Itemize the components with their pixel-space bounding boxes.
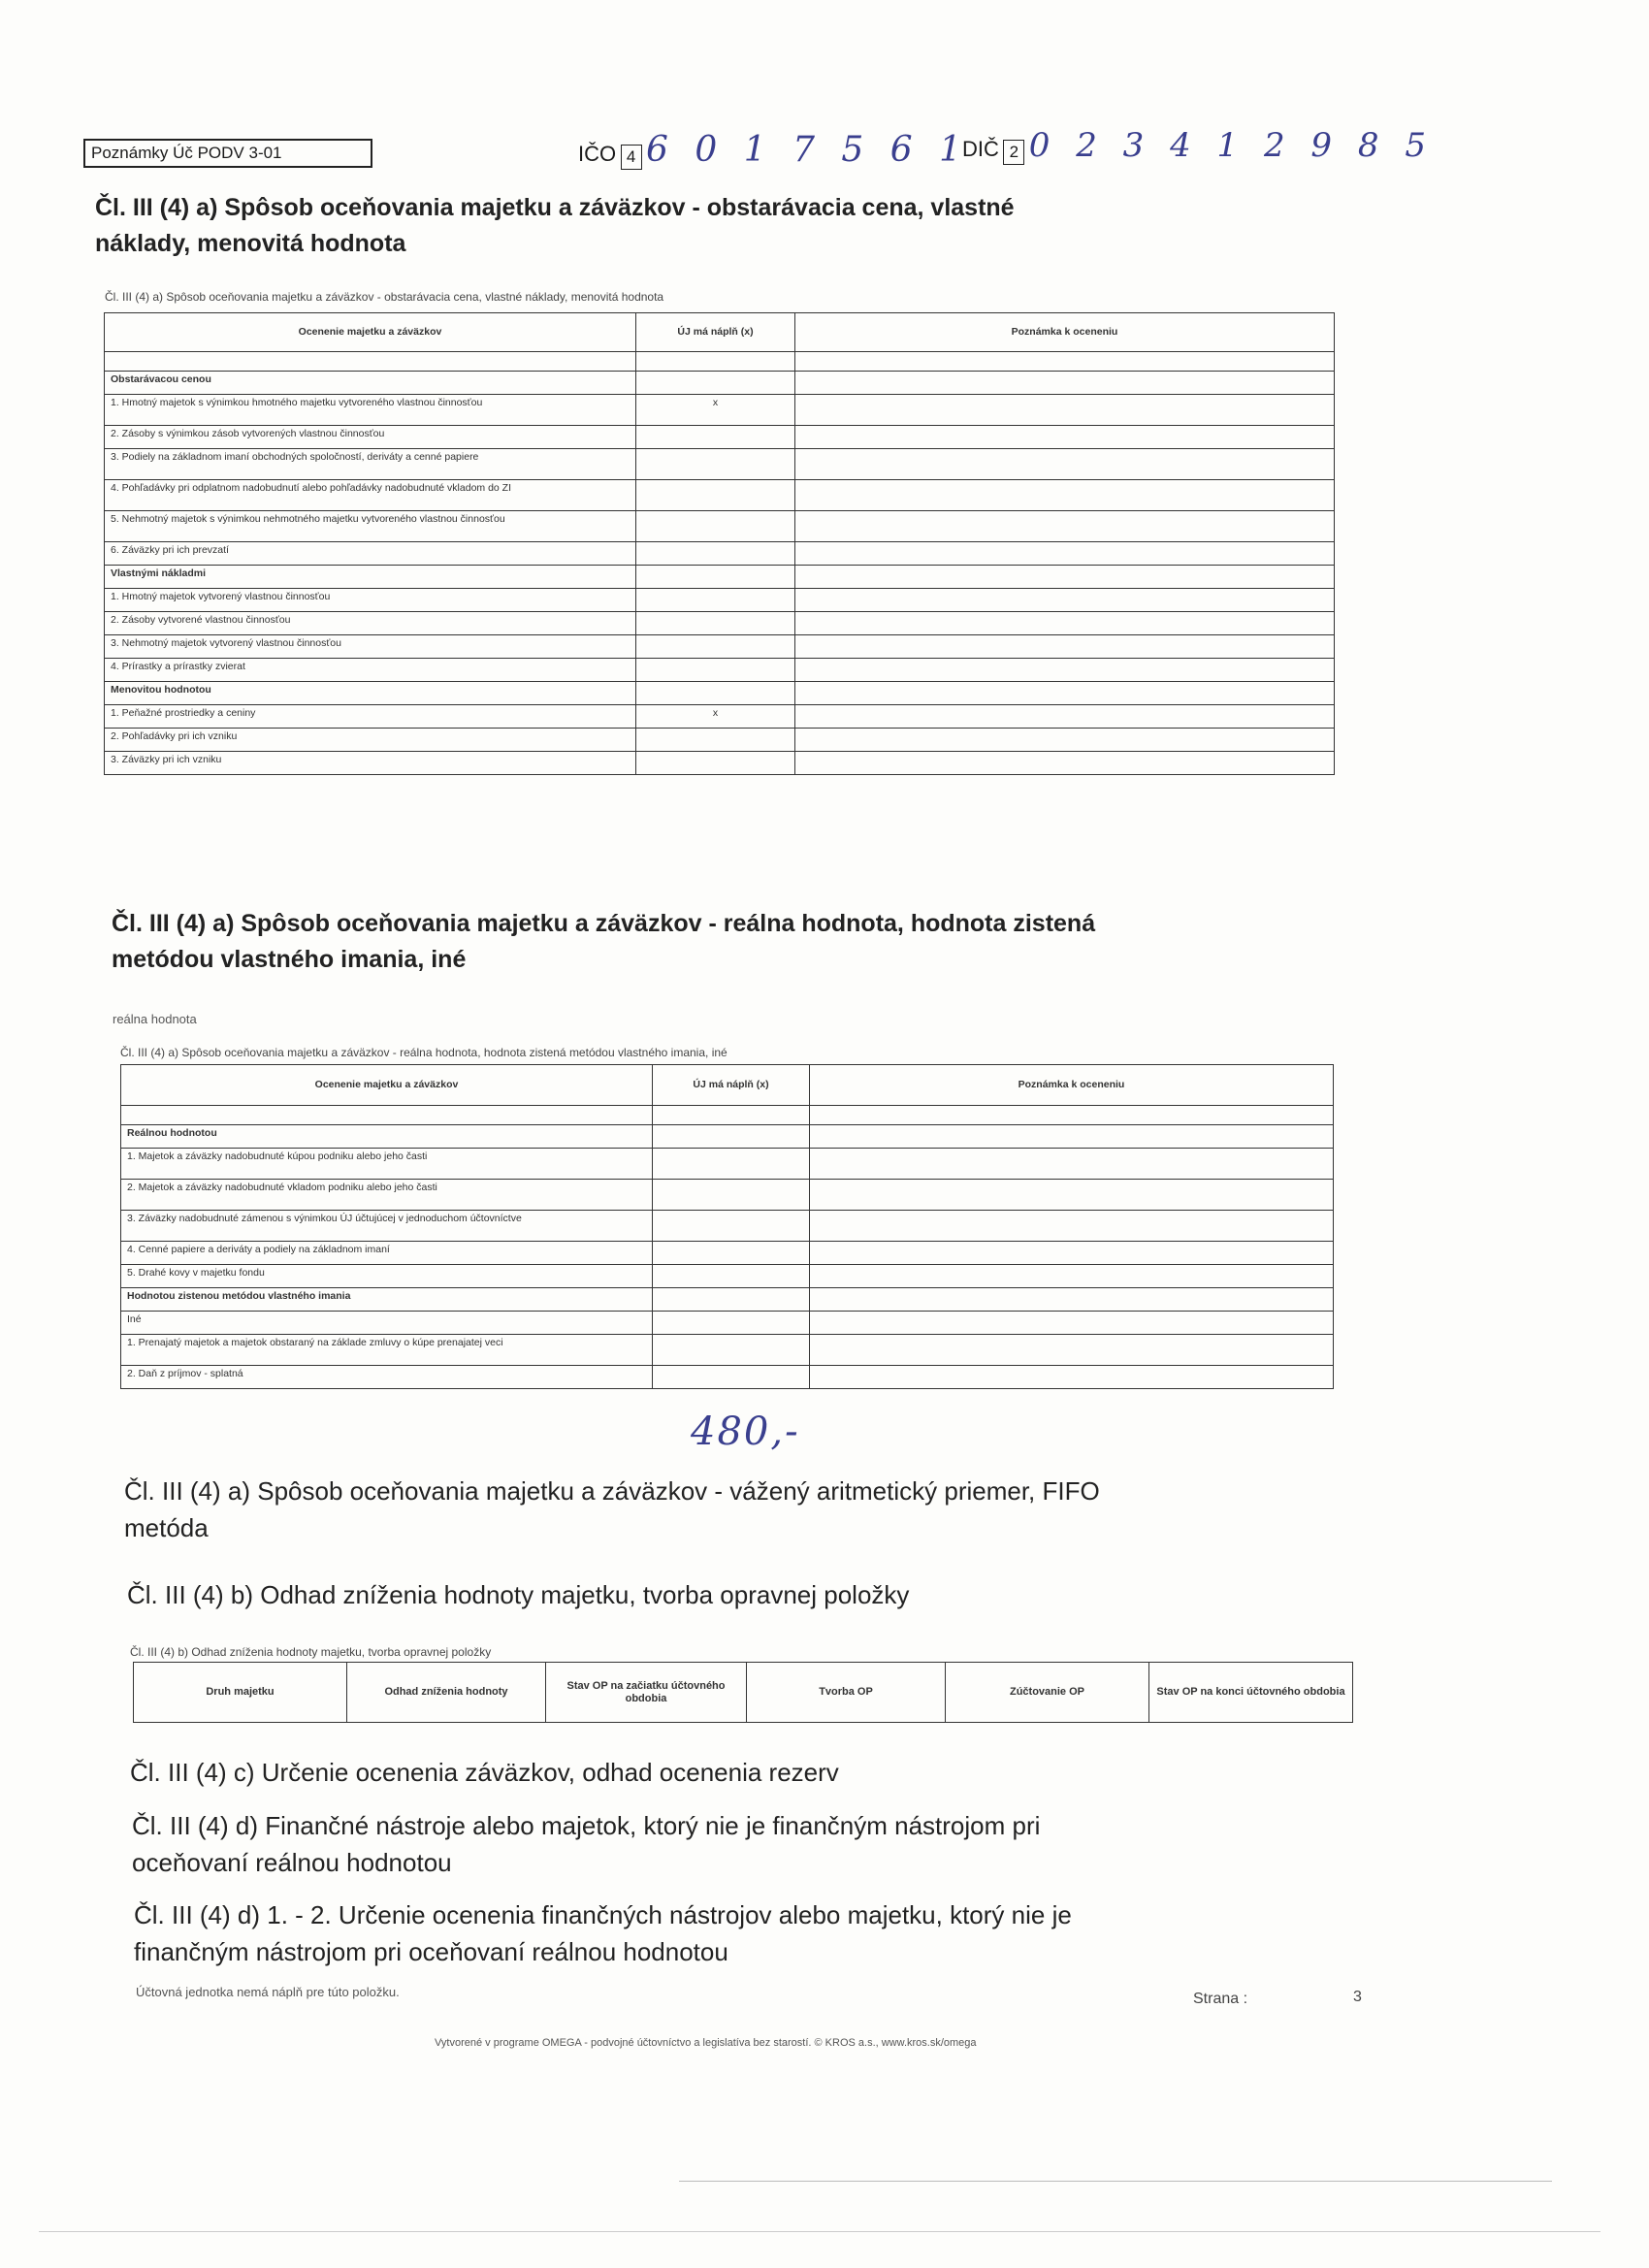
row-label: 3. Záväzky nadobudnuté zámenou s výnimkou ÚJ účtujúcej v jednoduchom účtovníctve xyxy=(121,1211,653,1242)
row-label: 2. Daň z príjmov - splatná xyxy=(121,1366,653,1389)
impairment-col-header: Stav OP na začiatku účtovného obdobia xyxy=(546,1663,747,1723)
impairment-col-header: Druh majetku xyxy=(134,1663,347,1723)
table-row xyxy=(105,659,1335,682)
section4-heading: Čl. III (4) b) Odhad zníženia hodnoty majetku, tvorba opravnej položky xyxy=(127,1580,910,1609)
row-applicable-mark xyxy=(636,589,795,612)
row-applicable-mark xyxy=(636,682,795,705)
row-note-cell xyxy=(810,1335,1334,1366)
row-note-cell xyxy=(795,449,1335,480)
row-label: Obstarávacou cenou xyxy=(105,372,636,395)
row-label: Menovitou hodnotou xyxy=(105,682,636,705)
row-label: 3. Podiely na základnom imaní obchodných spoločností, deriváty a cenné papiere xyxy=(105,449,636,480)
section6-title-line2: oceňovaní reálnou hodnotou xyxy=(132,1848,452,1877)
impairment-col-header: Zúčtovanie OP xyxy=(946,1663,1149,1723)
form-id-box: Poznámky Úč PODV 3-01 xyxy=(83,139,372,168)
row-applicable-mark xyxy=(636,449,795,480)
table-row xyxy=(105,449,1335,480)
col-applicable-header: ÚJ má náplň (x) xyxy=(653,1065,810,1106)
section2-title-line2: metódou vlastného imania, iné xyxy=(112,946,467,973)
row-label: 3. Nehmotný majetok vytvorený vlastnou činnosťou xyxy=(105,635,636,659)
section7-title-line2: finančným nástrojom pri oceňovaní reálnou hodnotou xyxy=(134,1937,728,1966)
row-label: Iné xyxy=(121,1312,653,1335)
section3-title-line2: metóda xyxy=(124,1513,209,1542)
section6-title-line1: Čl. III (4) d) Finančné nástroje alebo majetok, ktorý nie je finančným nástrojom pri xyxy=(132,1811,1041,1840)
row-note-cell xyxy=(795,682,1335,705)
table-row xyxy=(105,589,1335,612)
section7-heading xyxy=(134,1896,1395,1970)
valuation-fair-table xyxy=(120,1064,1334,1389)
table-row xyxy=(121,1149,1334,1180)
row-note-cell xyxy=(795,589,1335,612)
row-applicable-mark xyxy=(636,542,795,566)
col-valuation-header: Ocenenie majetku a záväzkov xyxy=(105,313,636,352)
table-row xyxy=(121,1211,1334,1242)
row-label: 1. Hmotný majetok vytvorený vlastnou činnosťou xyxy=(105,589,636,612)
row-label: 4. Pohľadávky pri odplatnom nadobudnutí alebo pohľadávky nadobudnuté vkladom do ZI xyxy=(105,480,636,511)
row-note-cell xyxy=(795,542,1335,566)
table-row xyxy=(121,1335,1334,1366)
table-row xyxy=(105,635,1335,659)
row-applicable-mark xyxy=(636,752,795,775)
section5-heading: Čl. III (4) c) Určenie ocenenia záväzkov, odhad ocenenia rezerv xyxy=(130,1758,839,1787)
section7-title-line1: Čl. III (4) d) 1. - 2. Určenie ocenenia finančných nástrojov alebo majetku, ktorý nie je xyxy=(134,1900,1072,1929)
section2-subnote: reálna hodnota xyxy=(113,1012,197,1026)
section6-heading xyxy=(132,1807,1393,1881)
row-label: 5. Nehmotný majetok s výnimkou nehmotného majetku vytvoreného vlastnou činnosťou xyxy=(105,511,636,542)
row-note-cell xyxy=(810,1149,1334,1180)
ico-field xyxy=(578,130,969,170)
row-note-cell xyxy=(810,1265,1334,1288)
row-label: 6. Záväzky pri ich prevzatí xyxy=(105,542,636,566)
section3-heading xyxy=(124,1473,1385,1546)
table-group-row xyxy=(105,566,1335,589)
row-applicable-mark xyxy=(653,1312,810,1335)
row-note-cell xyxy=(795,752,1335,775)
table-row xyxy=(121,1265,1334,1288)
row-applicable-mark xyxy=(653,1366,810,1389)
dic-field xyxy=(962,126,1434,165)
handwritten-tax-amount: 480,- xyxy=(691,1409,800,1454)
row-label: 5. Drahé kovy v majetku fondu xyxy=(121,1265,653,1288)
col-valuation-header: Ocenenie majetku a záväzkov xyxy=(121,1065,653,1106)
impairment-col-header: Stav OP na konci účtovného obdobia xyxy=(1149,1663,1353,1723)
section1-heading xyxy=(95,190,1356,262)
row-label: 2. Zásoby s výnimkou zásob vytvorených vlastnou činnosťou xyxy=(105,426,636,449)
bottom-divider-2 xyxy=(39,2231,1600,2232)
row-applicable-mark xyxy=(653,1180,810,1211)
row-note-cell xyxy=(795,511,1335,542)
row-note-cell xyxy=(810,1288,1334,1312)
table-row xyxy=(121,1366,1334,1389)
row-note-cell xyxy=(795,426,1335,449)
row-applicable-mark xyxy=(636,372,795,395)
dic-first-digit: 2 xyxy=(1003,140,1024,165)
row-applicable-mark: x xyxy=(636,705,795,729)
row-note-cell xyxy=(810,1312,1334,1335)
row-label: Vlastnými nákladmi xyxy=(105,566,636,589)
row-label: 1. Peňažné prostriedky a ceniny xyxy=(105,705,636,729)
row-note-cell xyxy=(810,1242,1334,1265)
row-note-cell xyxy=(795,635,1335,659)
table-row xyxy=(105,612,1335,635)
row-applicable-mark xyxy=(636,729,795,752)
row-note-cell xyxy=(795,566,1335,589)
section4-caption: Čl. III (4) b) Odhad zníženia hodnoty majetku, tvorba opravnej položky xyxy=(130,1645,492,1659)
ico-first-digit: 4 xyxy=(621,145,642,170)
row-label: 3. Záväzky pri ich vzniku xyxy=(105,752,636,775)
section2-caption: Čl. III (4) a) Spôsob oceňovania majetku a záväzkov - reálna hodnota, hodnota zistená metódou vlastného imania, iné xyxy=(120,1046,728,1059)
col-note-header: Poznámka k oceneniu xyxy=(795,313,1335,352)
table-group-row xyxy=(121,1288,1334,1312)
table-row xyxy=(105,705,1335,729)
bottom-divider xyxy=(679,2181,1552,2182)
row-applicable-mark xyxy=(636,566,795,589)
row-note-cell xyxy=(810,1180,1334,1211)
row-note-cell xyxy=(795,480,1335,511)
table-row xyxy=(105,395,1335,426)
row-note-cell xyxy=(795,395,1335,426)
impairment-col-header: Tvorba OP xyxy=(747,1663,946,1723)
table-row xyxy=(105,480,1335,511)
table-row xyxy=(105,542,1335,566)
section2-title-line1: Čl. III (4) a) Spôsob oceňovania majetku a záväzkov - reálna hodnota, hodnota zistená xyxy=(112,910,1096,937)
table-group-row xyxy=(105,682,1335,705)
table-group-row xyxy=(105,372,1335,395)
row-label: 4. Cenné papiere a deriváty a podiely na základnom imaní xyxy=(121,1242,653,1265)
impairment-col-header: Odhad zníženia hodnoty xyxy=(347,1663,546,1723)
row-applicable-mark xyxy=(636,426,795,449)
row-label: 2. Zásoby vytvorené vlastnou činnosťou xyxy=(105,612,636,635)
col-note-header: Poznámka k oceneniu xyxy=(810,1065,1334,1106)
page-label: Strana : xyxy=(1193,1991,1248,2007)
row-label: 2. Pohľadávky pri ich vzniku xyxy=(105,729,636,752)
table-group-row xyxy=(121,1125,1334,1149)
empty-item-note: Účtovná jednotka nemá náplň pre túto položku. xyxy=(136,1985,400,1999)
row-applicable-mark xyxy=(636,659,795,682)
page-number: 3 xyxy=(1353,1989,1362,2005)
row-note-cell xyxy=(795,659,1335,682)
row-note-cell xyxy=(795,705,1335,729)
row-label: 1. Hmotný majetok s výnimkou hmotného majetku vytvoreného vlastnou činnosťou xyxy=(105,395,636,426)
row-applicable-mark: x xyxy=(636,395,795,426)
row-applicable-mark xyxy=(636,511,795,542)
row-applicable-mark xyxy=(653,1125,810,1149)
table-row xyxy=(105,729,1335,752)
table-row xyxy=(105,752,1335,775)
table-row xyxy=(121,1180,1334,1211)
row-label: 4. Prírastky a prírastky zvierat xyxy=(105,659,636,682)
section3-title-line1: Čl. III (4) a) Spôsob oceňovania majetku a záväzkov - vážený aritmetický priemer, FIFO xyxy=(124,1476,1100,1506)
table-row xyxy=(105,511,1335,542)
row-note-cell xyxy=(810,1211,1334,1242)
row-applicable-mark xyxy=(653,1265,810,1288)
row-applicable-mark xyxy=(653,1242,810,1265)
row-label: 1. Majetok a záväzky nadobudnuté kúpou podniku alebo jeho časti xyxy=(121,1149,653,1180)
dic-label: DIČ xyxy=(962,137,999,161)
row-applicable-mark xyxy=(636,612,795,635)
section1-title-line2: náklady, menovitá hodnota xyxy=(95,230,406,257)
row-note-cell xyxy=(795,372,1335,395)
ico-handwritten: 6 0 1 7 5 6 1 xyxy=(646,130,970,170)
section1-title-line1: Čl. III (4) a) Spôsob oceňovania majetku a záväzkov - obstarávacia cena, vlastné xyxy=(95,194,1015,221)
row-applicable-mark xyxy=(653,1335,810,1366)
table-row xyxy=(121,1242,1334,1265)
section1-caption: Čl. III (4) a) Spôsob oceňovania majetku a záväzkov - obstarávacia cena, vlastné náklady, menovitá hodnota xyxy=(105,290,664,304)
row-label: 1. Prenajatý majetok a majetok obstaraný na základe zmluvy o kúpe prenajatej veci xyxy=(121,1335,653,1366)
row-label: Reálnou hodnotou xyxy=(121,1125,653,1149)
row-applicable-mark xyxy=(636,635,795,659)
row-applicable-mark xyxy=(653,1288,810,1312)
col-applicable-header: ÚJ má náplň (x) xyxy=(636,313,795,352)
row-note-cell xyxy=(795,729,1335,752)
ico-label: IČO xyxy=(578,142,617,166)
row-note-cell xyxy=(810,1125,1334,1149)
software-credit: Vytvorené v programe OMEGA - podvojné účtovníctvo a legislatíva bez starostí. © KROS a.s., www.kros.sk/omega xyxy=(435,2037,977,2049)
section2-heading xyxy=(112,906,1373,978)
row-applicable-mark xyxy=(636,480,795,511)
valuation-cost-table xyxy=(104,312,1335,775)
table-row xyxy=(105,426,1335,449)
table-row xyxy=(121,1312,1334,1335)
impairment-table xyxy=(133,1662,1353,1723)
row-note-cell xyxy=(795,612,1335,635)
row-note-cell xyxy=(810,1366,1334,1389)
row-applicable-mark xyxy=(653,1149,810,1180)
row-label: 2. Majetok a záväzky nadobudnuté vkladom podniku alebo jeho časti xyxy=(121,1180,653,1211)
dic-handwritten: 0 2 3 4 1 2 9 8 5 xyxy=(1028,126,1434,165)
row-label: Hodnotou zistenou metódou vlastného imania xyxy=(121,1288,653,1312)
row-applicable-mark xyxy=(653,1211,810,1242)
